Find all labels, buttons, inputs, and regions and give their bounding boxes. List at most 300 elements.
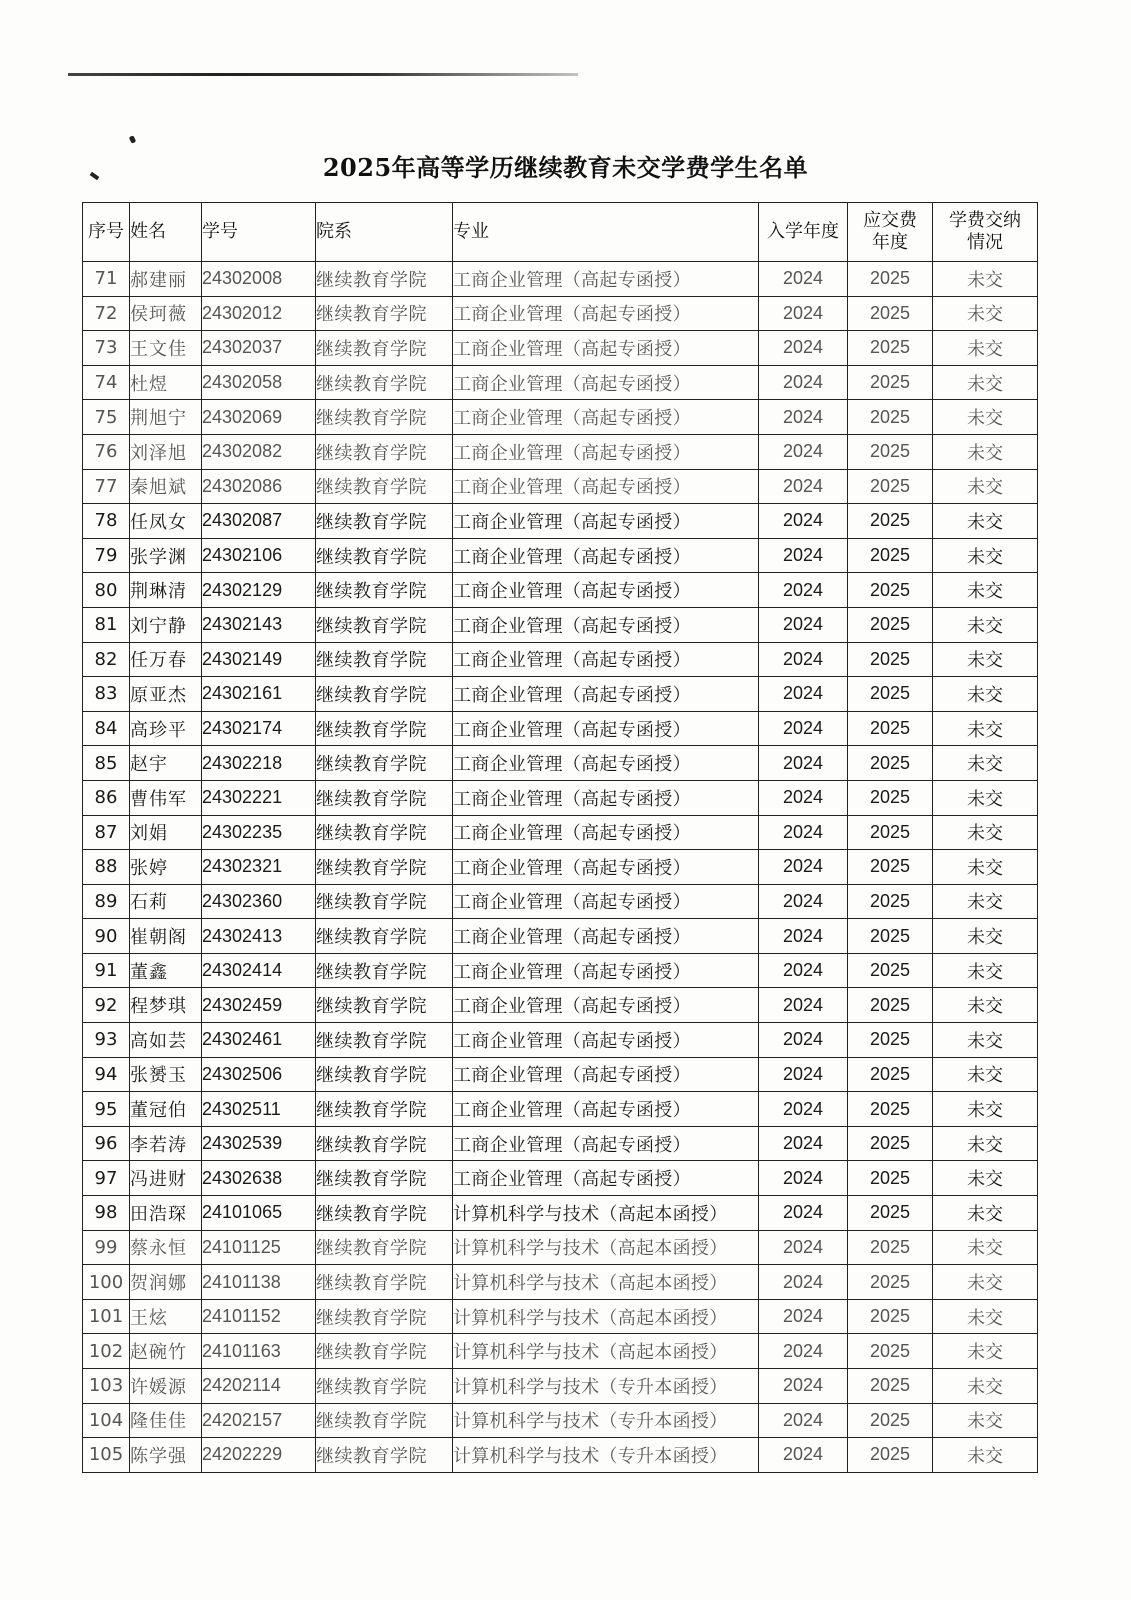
cell-student-id: 24302106 <box>202 538 316 573</box>
cell-fee-year: 2025 <box>848 434 933 469</box>
cell-major: 工商企业管理（高起专函授） <box>453 988 759 1023</box>
scan-artifact-mark <box>129 135 136 143</box>
table-row <box>83 331 1038 366</box>
cell-status: 未交 <box>933 1092 1038 1127</box>
cell-enroll-year: 2024 <box>759 815 848 850</box>
cell-major: 工商企业管理（高起专函授） <box>453 365 759 400</box>
cell-status: 未交 <box>933 1334 1038 1369</box>
cell-major: 计算机科学与技术（高起本函授） <box>453 1196 759 1231</box>
table-row <box>83 1369 1038 1404</box>
header-name: 姓名 <box>130 203 202 262</box>
cell-fee-year: 2025 <box>848 1334 933 1369</box>
cell-major: 计算机科学与技术（高起本函授） <box>453 1334 759 1369</box>
cell-department: 继续教育学院 <box>316 365 453 400</box>
cell-status: 未交 <box>933 1230 1038 1265</box>
cell-name: 张学渊 <box>130 538 202 573</box>
cell-department: 继续教育学院 <box>316 953 453 988</box>
cell-fee-year: 2025 <box>848 746 933 781</box>
cell-student-id: 24302218 <box>202 746 316 781</box>
cell-enroll-year: 2024 <box>759 573 848 608</box>
cell-fee-year: 2025 <box>848 573 933 608</box>
cell-index: 75 <box>83 400 130 435</box>
cell-status: 未交 <box>933 1057 1038 1092</box>
cell-student-id: 24202114 <box>202 1369 316 1404</box>
cell-index: 95 <box>83 1092 130 1127</box>
cell-fee-year: 2025 <box>848 1196 933 1231</box>
cell-major: 工商企业管理（高起专函授） <box>453 953 759 988</box>
cell-status: 未交 <box>933 1403 1038 1438</box>
cell-enroll-year: 2024 <box>759 884 848 919</box>
cell-major: 工商企业管理（高起专函授） <box>453 1126 759 1161</box>
cell-name: 秦旭斌 <box>130 469 202 504</box>
cell-major: 计算机科学与技术（高起本函授） <box>453 1265 759 1300</box>
cell-enroll-year: 2024 <box>759 746 848 781</box>
cell-enroll-year: 2024 <box>759 1403 848 1438</box>
cell-student-id: 24101065 <box>202 1196 316 1231</box>
table-row <box>83 1126 1038 1161</box>
table-row <box>83 919 1038 954</box>
cell-name: 曹伟军 <box>130 780 202 815</box>
cell-name: 荆琳清 <box>130 573 202 608</box>
table-row <box>83 884 1038 919</box>
cell-index: 91 <box>83 953 130 988</box>
cell-major: 工商企业管理（高起专函授） <box>453 434 759 469</box>
document-title: 2025年高等学历继续教育未交学费学生名单 <box>322 153 809 182</box>
cell-name: 隆佳佳 <box>130 1403 202 1438</box>
cell-enroll-year: 2024 <box>759 504 848 539</box>
cell-department: 继续教育学院 <box>316 1161 453 1196</box>
cell-fee-year: 2025 <box>848 504 933 539</box>
cell-fee-year: 2025 <box>848 1092 933 1127</box>
cell-fee-year: 2025 <box>848 262 933 297</box>
cell-fee-year: 2025 <box>848 296 933 331</box>
cell-major: 工商企业管理（高起专函授） <box>453 1057 759 1092</box>
cell-major: 工商企业管理（高起专函授） <box>453 677 759 712</box>
header-department: 院系 <box>316 203 453 262</box>
cell-fee-year: 2025 <box>848 538 933 573</box>
cell-enroll-year: 2024 <box>759 434 848 469</box>
cell-major: 计算机科学与技术（专升本函授） <box>453 1403 759 1438</box>
cell-enroll-year: 2024 <box>759 262 848 297</box>
cell-enroll-year: 2024 <box>759 607 848 642</box>
table-row <box>83 815 1038 850</box>
cell-status: 未交 <box>933 504 1038 539</box>
cell-student-id: 24302086 <box>202 469 316 504</box>
cell-student-id: 24302058 <box>202 365 316 400</box>
table-row <box>83 1265 1038 1300</box>
cell-fee-year: 2025 <box>848 884 933 919</box>
table-row <box>83 573 1038 608</box>
cell-fee-year: 2025 <box>848 988 933 1023</box>
cell-enroll-year: 2024 <box>759 1023 848 1058</box>
table-row <box>83 1023 1038 1058</box>
cell-index: 71 <box>83 262 130 297</box>
cell-index: 99 <box>83 1230 130 1265</box>
cell-enroll-year: 2024 <box>759 1369 848 1404</box>
cell-fee-year: 2025 <box>848 1023 933 1058</box>
table-row <box>83 988 1038 1023</box>
header-fee-year <box>848 203 933 262</box>
cell-student-id: 24302539 <box>202 1126 316 1161</box>
table-row <box>83 642 1038 677</box>
cell-name: 王文佳 <box>130 331 202 366</box>
cell-enroll-year: 2024 <box>759 1161 848 1196</box>
header-enroll-year: 入学年度 <box>759 203 848 262</box>
cell-major: 计算机科学与技术（高起本函授） <box>453 1299 759 1334</box>
cell-fee-year: 2025 <box>848 1369 933 1404</box>
cell-name: 原亚杰 <box>130 677 202 712</box>
table-row <box>83 434 1038 469</box>
cell-name: 陈学强 <box>130 1438 202 1473</box>
cell-index: 82 <box>83 642 130 677</box>
cell-major: 计算机科学与技术（专升本函授） <box>453 1438 759 1473</box>
cell-status: 未交 <box>933 400 1038 435</box>
cell-index: 79 <box>83 538 130 573</box>
cell-name: 赵宇 <box>130 746 202 781</box>
cell-index: 72 <box>83 296 130 331</box>
cell-student-id: 24202229 <box>202 1438 316 1473</box>
cell-major: 工商企业管理（高起专函授） <box>453 296 759 331</box>
cell-enroll-year: 2024 <box>759 365 848 400</box>
cell-name: 刘泽旭 <box>130 434 202 469</box>
cell-name: 许媛源 <box>130 1369 202 1404</box>
cell-student-id: 24302012 <box>202 296 316 331</box>
cell-status: 未交 <box>933 469 1038 504</box>
cell-fee-year: 2025 <box>848 400 933 435</box>
cell-department: 继续教育学院 <box>316 642 453 677</box>
cell-student-id: 24302149 <box>202 642 316 677</box>
cell-department: 继续教育学院 <box>316 1230 453 1265</box>
cell-department: 继续教育学院 <box>316 711 453 746</box>
cell-major: 工商企业管理（高起专函授） <box>453 1092 759 1127</box>
cell-index: 76 <box>83 434 130 469</box>
cell-status: 未交 <box>933 780 1038 815</box>
cell-name: 高如芸 <box>130 1023 202 1058</box>
cell-index: 85 <box>83 746 130 781</box>
table-row <box>83 469 1038 504</box>
header-major: 专业 <box>453 203 759 262</box>
cell-student-id: 24302360 <box>202 884 316 919</box>
student-fee-table <box>82 202 1038 1473</box>
cell-name: 刘娟 <box>130 815 202 850</box>
cell-index: 77 <box>83 469 130 504</box>
cell-status: 未交 <box>933 1161 1038 1196</box>
table-row <box>83 850 1038 885</box>
cell-name: 贺润娜 <box>130 1265 202 1300</box>
table-row <box>83 607 1038 642</box>
cell-enroll-year: 2024 <box>759 953 848 988</box>
cell-student-id: 24302511 <box>202 1092 316 1127</box>
cell-student-id: 24302087 <box>202 504 316 539</box>
table-row <box>83 504 1038 539</box>
cell-name: 赵碗竹 <box>130 1334 202 1369</box>
cell-department: 继续教育学院 <box>316 400 453 435</box>
cell-student-id: 24101125 <box>202 1230 316 1265</box>
cell-enroll-year: 2024 <box>759 677 848 712</box>
cell-enroll-year: 2024 <box>759 1230 848 1265</box>
cell-major: 工商企业管理（高起专函授） <box>453 331 759 366</box>
cell-department: 继续教育学院 <box>316 504 453 539</box>
cell-major: 工商企业管理（高起专函授） <box>453 1023 759 1058</box>
table-row <box>83 677 1038 712</box>
cell-student-id: 24302235 <box>202 815 316 850</box>
cell-enroll-year: 2024 <box>759 1299 848 1334</box>
cell-index: 100 <box>83 1265 130 1300</box>
cell-name: 蔡永恒 <box>130 1230 202 1265</box>
table-body <box>83 262 1038 1473</box>
cell-student-id: 24302221 <box>202 780 316 815</box>
header-status-text: 学费交纳情况 <box>949 209 1021 253</box>
cell-major: 工商企业管理（高起专函授） <box>453 262 759 297</box>
cell-status: 未交 <box>933 919 1038 954</box>
cell-status: 未交 <box>933 538 1038 573</box>
cell-index: 89 <box>83 884 130 919</box>
cell-major: 计算机科学与技术（高起本函授） <box>453 1230 759 1265</box>
cell-name: 刘宁静 <box>130 607 202 642</box>
cell-department: 继续教育学院 <box>316 262 453 297</box>
cell-fee-year: 2025 <box>848 919 933 954</box>
cell-major: 计算机科学与技术（专升本函授） <box>453 1369 759 1404</box>
cell-major: 工商企业管理（高起专函授） <box>453 1161 759 1196</box>
cell-student-id: 24302414 <box>202 953 316 988</box>
cell-name: 王炫 <box>130 1299 202 1334</box>
cell-student-id: 24302008 <box>202 262 316 297</box>
cell-department: 继续教育学院 <box>316 1403 453 1438</box>
cell-department: 继续教育学院 <box>316 1265 453 1300</box>
cell-index: 102 <box>83 1334 130 1369</box>
cell-department: 继续教育学院 <box>316 469 453 504</box>
header-index: 序号 <box>83 203 130 262</box>
cell-department: 继续教育学院 <box>316 1369 453 1404</box>
cell-department: 继续教育学院 <box>316 607 453 642</box>
cell-student-id: 24302459 <box>202 988 316 1023</box>
cell-status: 未交 <box>933 711 1038 746</box>
cell-department: 继续教育学院 <box>316 988 453 1023</box>
cell-status: 未交 <box>933 815 1038 850</box>
cell-department: 继续教育学院 <box>316 746 453 781</box>
cell-department: 继续教育学院 <box>316 884 453 919</box>
cell-enroll-year: 2024 <box>759 919 848 954</box>
cell-fee-year: 2025 <box>848 780 933 815</box>
cell-name: 董鑫 <box>130 953 202 988</box>
cell-department: 继续教育学院 <box>316 850 453 885</box>
cell-status: 未交 <box>933 1196 1038 1231</box>
cell-department: 继续教育学院 <box>316 1023 453 1058</box>
cell-student-id: 24302174 <box>202 711 316 746</box>
table-header-row <box>83 203 1038 262</box>
cell-index: 98 <box>83 1196 130 1231</box>
table-row <box>83 365 1038 400</box>
table-row <box>83 780 1038 815</box>
cell-fee-year: 2025 <box>848 815 933 850</box>
cell-major: 工商企业管理（高起专函授） <box>453 538 759 573</box>
cell-name: 田浩琛 <box>130 1196 202 1231</box>
cell-enroll-year: 2024 <box>759 538 848 573</box>
cell-enroll-year: 2024 <box>759 642 848 677</box>
cell-index: 84 <box>83 711 130 746</box>
table-row <box>83 1057 1038 1092</box>
cell-index: 83 <box>83 677 130 712</box>
cell-index: 73 <box>83 331 130 366</box>
cell-enroll-year: 2024 <box>759 1265 848 1300</box>
cell-name: 张婷 <box>130 850 202 885</box>
cell-fee-year: 2025 <box>848 1299 933 1334</box>
cell-fee-year: 2025 <box>848 642 933 677</box>
cell-name: 高珍平 <box>130 711 202 746</box>
header-fee-year-text: 应交费年度 <box>863 209 917 253</box>
cell-status: 未交 <box>933 850 1038 885</box>
cell-index: 103 <box>83 1369 130 1404</box>
cell-student-id: 24302413 <box>202 919 316 954</box>
cell-student-id: 24302082 <box>202 434 316 469</box>
cell-major: 工商企业管理（高起专函授） <box>453 850 759 885</box>
cell-index: 74 <box>83 365 130 400</box>
cell-major: 工商企业管理（高起专函授） <box>453 504 759 539</box>
cell-fee-year: 2025 <box>848 1438 933 1473</box>
cell-department: 继续教育学院 <box>316 919 453 954</box>
cell-enroll-year: 2024 <box>759 711 848 746</box>
cell-student-id: 24302161 <box>202 677 316 712</box>
cell-major: 工商企业管理（高起专函授） <box>453 400 759 435</box>
table-row <box>83 1299 1038 1334</box>
cell-major: 工商企业管理（高起专函授） <box>453 469 759 504</box>
cell-status: 未交 <box>933 1369 1038 1404</box>
cell-name: 侯珂薇 <box>130 296 202 331</box>
cell-name: 郝建丽 <box>130 262 202 297</box>
cell-status: 未交 <box>933 1023 1038 1058</box>
cell-index: 101 <box>83 1299 130 1334</box>
cell-department: 继续教育学院 <box>316 331 453 366</box>
table-row <box>83 746 1038 781</box>
cell-fee-year: 2025 <box>848 1403 933 1438</box>
cell-index: 94 <box>83 1057 130 1092</box>
cell-status: 未交 <box>933 1438 1038 1473</box>
cell-index: 93 <box>83 1023 130 1058</box>
cell-enroll-year: 2024 <box>759 1126 848 1161</box>
table-row <box>83 1403 1038 1438</box>
cell-student-id: 24302461 <box>202 1023 316 1058</box>
cell-department: 继续教育学院 <box>316 1334 453 1369</box>
cell-student-id: 24302638 <box>202 1161 316 1196</box>
table-row <box>83 1438 1038 1473</box>
table-row <box>83 1092 1038 1127</box>
table-row <box>83 711 1038 746</box>
cell-index: 90 <box>83 919 130 954</box>
scan-artifact-line <box>68 73 578 76</box>
cell-name: 李若涛 <box>130 1126 202 1161</box>
cell-fee-year: 2025 <box>848 1265 933 1300</box>
cell-index: 88 <box>83 850 130 885</box>
cell-major: 工商企业管理（高起专函授） <box>453 711 759 746</box>
cell-department: 继续教育学院 <box>316 1126 453 1161</box>
table-row <box>83 262 1038 297</box>
header-status <box>933 203 1038 262</box>
cell-department: 继续教育学院 <box>316 296 453 331</box>
cell-enroll-year: 2024 <box>759 780 848 815</box>
cell-status: 未交 <box>933 953 1038 988</box>
cell-student-id: 24101152 <box>202 1299 316 1334</box>
cell-student-id: 24302321 <box>202 850 316 885</box>
cell-fee-year: 2025 <box>848 711 933 746</box>
cell-fee-year: 2025 <box>848 607 933 642</box>
cell-enroll-year: 2024 <box>759 988 848 1023</box>
cell-index: 97 <box>83 1161 130 1196</box>
cell-major: 工商企业管理（高起专函授） <box>453 780 759 815</box>
cell-status: 未交 <box>933 884 1038 919</box>
cell-name: 任凤女 <box>130 504 202 539</box>
cell-fee-year: 2025 <box>848 365 933 400</box>
cell-fee-year: 2025 <box>848 1057 933 1092</box>
cell-status: 未交 <box>933 262 1038 297</box>
cell-status: 未交 <box>933 1265 1038 1300</box>
cell-student-id: 24202157 <box>202 1403 316 1438</box>
cell-name: 崔朝阁 <box>130 919 202 954</box>
cell-department: 继续教育学院 <box>316 1057 453 1092</box>
table-row <box>83 296 1038 331</box>
cell-status: 未交 <box>933 1126 1038 1161</box>
table-row <box>83 400 1038 435</box>
cell-index: 81 <box>83 607 130 642</box>
cell-fee-year: 2025 <box>848 677 933 712</box>
cell-major: 工商企业管理（高起专函授） <box>453 573 759 608</box>
cell-name: 石莉 <box>130 884 202 919</box>
cell-enroll-year: 2024 <box>759 400 848 435</box>
cell-department: 继续教育学院 <box>316 573 453 608</box>
cell-status: 未交 <box>933 331 1038 366</box>
cell-status: 未交 <box>933 296 1038 331</box>
table-row <box>83 1161 1038 1196</box>
cell-status: 未交 <box>933 573 1038 608</box>
cell-index: 96 <box>83 1126 130 1161</box>
cell-index: 86 <box>83 780 130 815</box>
cell-department: 继续教育学院 <box>316 1196 453 1231</box>
cell-department: 继续教育学院 <box>316 815 453 850</box>
cell-student-id: 24302069 <box>202 400 316 435</box>
cell-student-id: 24302143 <box>202 607 316 642</box>
cell-name: 程梦琪 <box>130 988 202 1023</box>
cell-fee-year: 2025 <box>848 1161 933 1196</box>
cell-enroll-year: 2024 <box>759 469 848 504</box>
cell-fee-year: 2025 <box>848 1126 933 1161</box>
cell-major: 工商企业管理（高起专函授） <box>453 884 759 919</box>
cell-student-id: 24101163 <box>202 1334 316 1369</box>
cell-department: 继续教育学院 <box>316 538 453 573</box>
cell-status: 未交 <box>933 677 1038 712</box>
cell-major: 工商企业管理（高起专函授） <box>453 746 759 781</box>
cell-fee-year: 2025 <box>848 469 933 504</box>
cell-index: 87 <box>83 815 130 850</box>
cell-status: 未交 <box>933 988 1038 1023</box>
table-row <box>83 1230 1038 1265</box>
cell-name: 任万春 <box>130 642 202 677</box>
cell-enroll-year: 2024 <box>759 331 848 366</box>
cell-fee-year: 2025 <box>848 1230 933 1265</box>
cell-index: 92 <box>83 988 130 1023</box>
cell-department: 继续教育学院 <box>316 1438 453 1473</box>
cell-major: 工商企业管理（高起专函授） <box>453 642 759 677</box>
cell-fee-year: 2025 <box>848 331 933 366</box>
cell-enroll-year: 2024 <box>759 1092 848 1127</box>
cell-student-id: 24101138 <box>202 1265 316 1300</box>
cell-enroll-year: 2024 <box>759 850 848 885</box>
cell-fee-year: 2025 <box>848 850 933 885</box>
cell-department: 继续教育学院 <box>316 677 453 712</box>
cell-department: 继续教育学院 <box>316 780 453 815</box>
cell-index: 105 <box>83 1438 130 1473</box>
cell-enroll-year: 2024 <box>759 1057 848 1092</box>
cell-fee-year: 2025 <box>848 953 933 988</box>
cell-department: 继续教育学院 <box>316 434 453 469</box>
